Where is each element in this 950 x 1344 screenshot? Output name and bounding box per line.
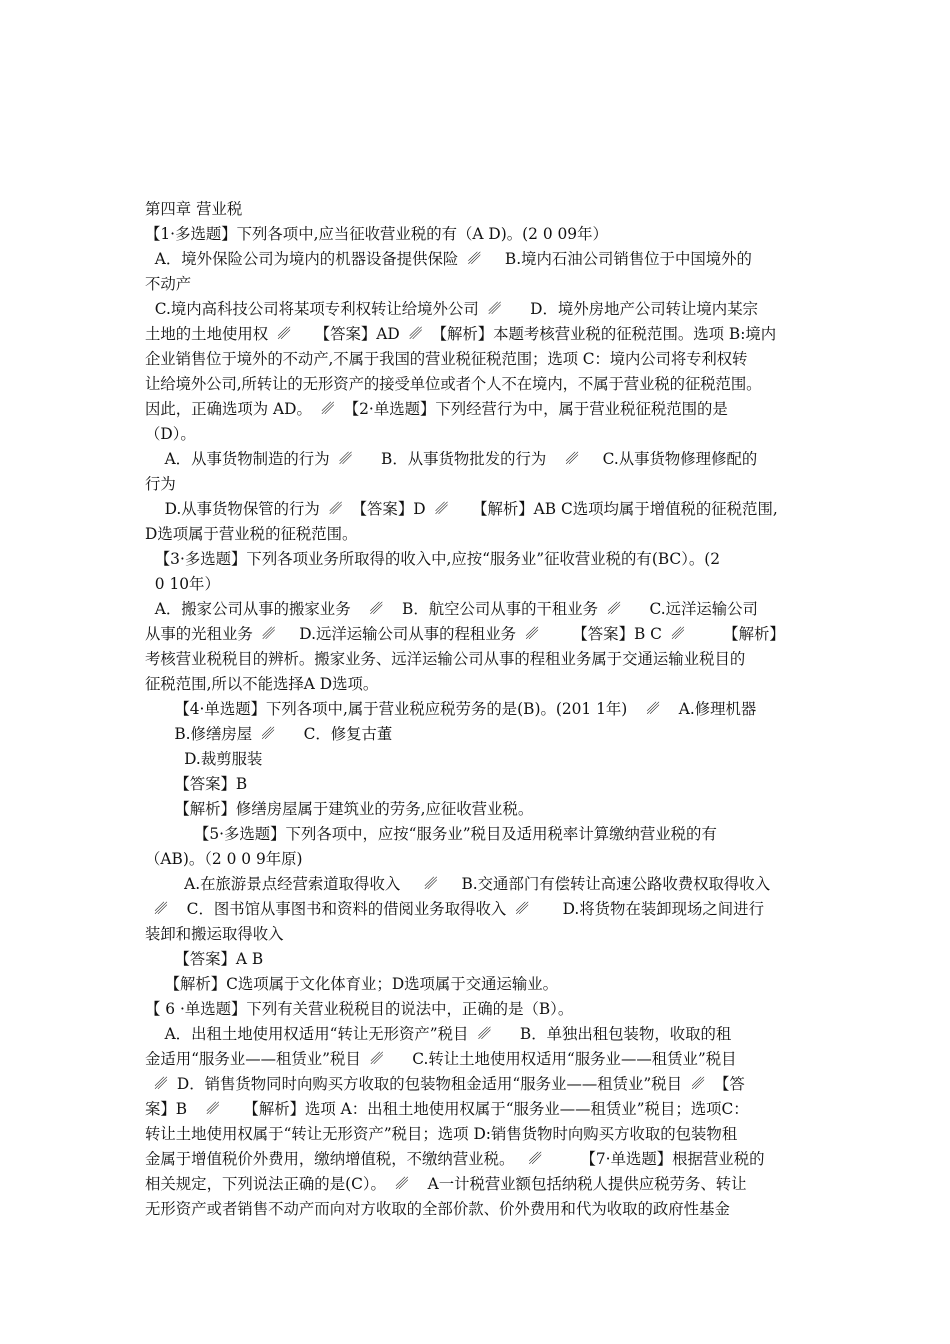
text-line: 【解析】C选项属于文化体育业；D选项属于交通运输业。 — [145, 975, 559, 993]
text-line: ␥ D．销售货物同时向购买方收取的包装物租金适用“服务业——租赁业”税目 ␥ 【答 — [145, 1075, 745, 1093]
text-line: 【1·多选题】下列各项中,应当征收营业税的有（A D)。(2 0 09年） — [145, 225, 608, 243]
text-line: 让给境外公司,所转让的无形资产的接受单位或者个人不在境内，不属于营业税的征税范围。 — [145, 375, 762, 393]
text-line: 转让土地使用权属于“转让无形资产”税目；选项 D:销售货物时向购买方收取的包装物租 — [145, 1125, 738, 1143]
text-line: 因此，正确选项为 AD。 ␥ 【2·单选题】下列经营行为中，属于营业税征税范围的是 — [145, 400, 728, 418]
text-line: （AB)。（2 0 0 9年原) — [145, 850, 303, 868]
text-line: C.境内高科技公司将某项专利权转让给境外公司 ␥ D．境外房地产公司转让境内某宗 — [145, 300, 758, 318]
text-line: 【答案】B — [145, 775, 248, 793]
text-line: B.修缮房屋 ␥ C．修复古董 — [145, 725, 393, 743]
text-line: 【3·多选题】下列各项业务所取得的收入中,应按“服务业”征收营业税的有(BC）。(2 — [145, 550, 721, 568]
text-line: 考核营业税税目的辨析。搬家业务、远洋运输公司从事的程租业务属于交通运输业税目的 — [145, 650, 746, 668]
text-line: 无形资产或者销售不动产而向对方收取的全部价款、价外费用和代为收取的政府性基金 — [145, 1200, 730, 1218]
text-line: 0 10年） — [145, 575, 220, 593]
text-line: D.从事货物保管的行为 ␥ 【答案】D ␥ 【解析】AB C选项均属于增值税的征税范围, — [145, 500, 778, 518]
text-line: D.裁剪服装 — [145, 750, 263, 768]
text-line: 征税范围,所以不能选择A D选项。 — [145, 675, 379, 693]
text-line: 不动产 — [145, 275, 192, 293]
text-line: 案】B ␥ 【解析】选项 A：出租土地使用权属于“服务业——租赁业”税目；选项C： — [145, 1100, 749, 1118]
text-line: 【解析】修缮房屋属于建筑业的劳务,应征收营业税。 — [145, 800, 534, 818]
text-line: 土地的土地使用权 ␥ 【答案】AD ␥ 【解析】本题考核营业税的征税范围。选项 B:境内 — [145, 325, 777, 343]
text-line: ␥ C．图书馆从事图书和资料的借阅业务取得收入 ␥ D.将货物在装卸现场之间进行 — [145, 900, 764, 918]
text-line: 金属于增值税价外费用，缴纳增值税，不缴纳营业税。 ␥ 【7·单选题】根据营业税的 — [145, 1150, 765, 1168]
text-line: 装卸和搬运取得收入 — [145, 925, 284, 943]
chapter-title: 第四章 营业税 — [145, 200, 243, 218]
text-line: A．出租土地使用权适用“转让无形资产”税目 ␥ B．单独出租包装物，收取的租 — [145, 1025, 732, 1043]
text-line: 行为 — [145, 475, 176, 493]
text-line: 【4·单选题】下列各项中,属于营业税应税劳务的是(B)。(201 1年) ␥ A.修理机器 — [145, 700, 757, 718]
text-line: A．境外保险公司为境内的机器设备提供保险 ␥ B.境内石油公司销售位于中国境外的 — [145, 250, 752, 268]
text-line: A．从事货物制造的行为 ␥ B．从事货物批发的行为 ␥ C.从事货物修理修配的 — [145, 450, 758, 468]
document-body — [145, 197, 809, 1222]
text-line: A．搬家公司从事的搬家业务 ␥ B．航空公司从事的干租业务 ␥ C.远洋运输公司 — [145, 600, 758, 618]
text-line: 相关规定，下列说法正确的是(C）。 ␥ A一计税营业额包括纳税人提供应税劳务、转让 — [145, 1175, 747, 1193]
text-line: 金适用“服务业——租赁业”税目 ␥ C.转让土地使用权适用“服务业——租赁业”税目 — [145, 1050, 737, 1068]
text-line: 企业销售位于境外的不动产,不属于我国的营业税征税范围；选项 C：境内公司将专利权转 — [145, 350, 748, 368]
text-line: 【答案】A B — [145, 950, 264, 968]
text-line: D选项属于营业税的征税范围。 — [145, 525, 358, 543]
text-line: A.在旅游景点经营索道取得收入 ␥ B.交通部门有偿转让高速公路收费权取得收入 — [145, 875, 771, 893]
text-line: 【 6 ·单选题】下列有关营业税税目的说法中，正确的是（B）。 — [145, 1000, 574, 1018]
text-line: （D）。 — [145, 425, 196, 443]
text-line: 从事的光租业务 ␥ D.远洋运输公司从事的程租业务 ␥ 【答案】B C ␥ 【解析】 — [145, 625, 785, 643]
text-line: 【5·多选题】下列各项中，应按“服务业”税目及适用税率计算缴纳营业税的有 — [145, 825, 717, 843]
